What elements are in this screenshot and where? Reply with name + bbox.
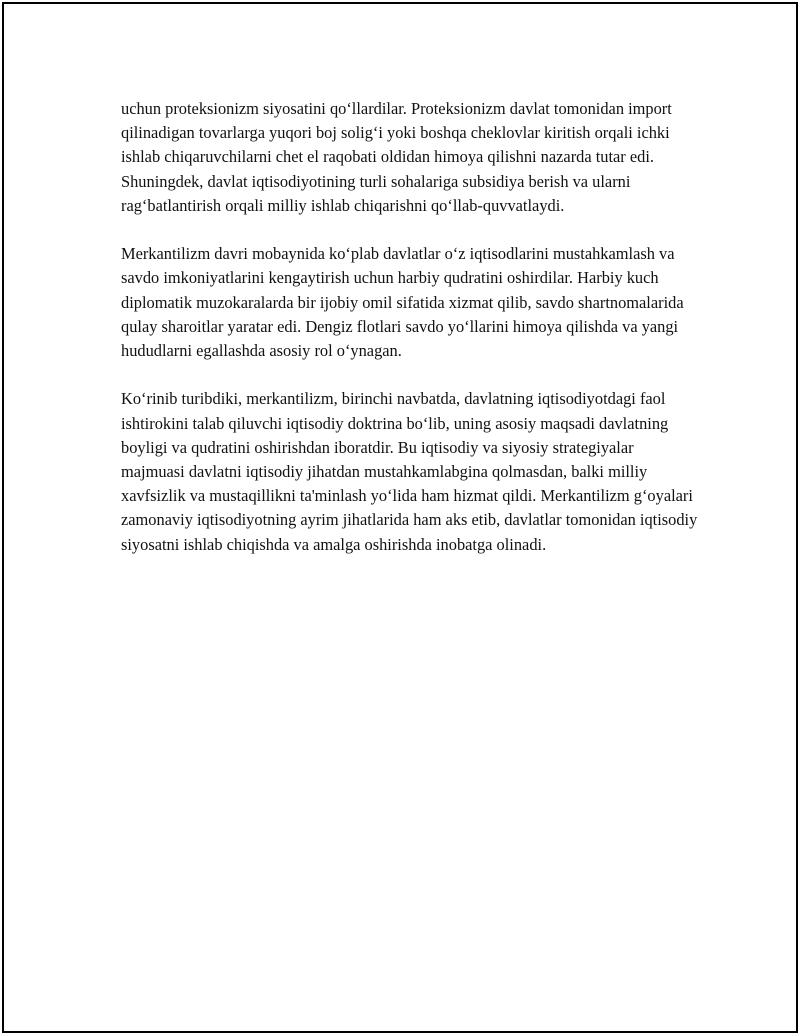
- paragraph-military-power: Merkantilizm davri mobaynida ko‘plab davlatlar o‘z iqtisodlarini mustahkamlash va savdo imkoniyatlarini kengaytirish uchun harbiy qudratini oshirdilar. Harbiy kuch diplomatik muzokaralarda bir ijobiy omil sifatida xizmat qilib, savdo shartnomalarida qulay sharoitlar yaratar edi. Dengiz flotlari savdo yo‘llarini himoya qilishda va yangi hududlarni egallashda asosiy rol o‘ynagan.: [121, 244, 684, 361]
- page-body: [121, 97, 701, 557]
- paragraph-protectionism: uchun proteksionizm siyosatini qo‘llardilar. Proteksionizm davlat tomonidan import qilinadigan tovarlarga yuqori boj solig‘i yoki boshqa cheklovlar kiritish orqali ichki ishlab chiqaruvchilarni chet el raqobati oldidan himoya qilishni nazarda tutar edi. Shuningdek, davlat iqtisodiyotining turli sohalariga subsidiya berish va ularni rag‘batlantirish orqali milliy ishlab chiqarishni qo‘llab-quvvatlaydi.: [121, 99, 672, 215]
- paragraph-conclusion: Ko‘rinib turibdiki, merkantilizm, birinchi navbatda, davlatning iqtisodiyotdagi faol ishtirokini talab qiluvchi iqtisodiy doktrina bo‘lib, uning asosiy maqsadi davlatning boyligi va qudratini oshirishdan iboratdir. Bu iqtisodiy va siyosiy strategiyalar majmuasi davlatni iqtisodiy jihatdan mustahkamlabgina qolmasdan, balki milliy xavfsizlik va mustaqillikni ta'minlash yo‘lida ham hizmat qildi. Merkantilizm g‘oyalari zamonaviy iqtisodiyotning ayrim jihatlarida ham aks etib, davlatlar tomonidan iqtisodiy siyosatni ishlab chiqishda va amalga oshirishda inobatga olinadi.: [121, 389, 698, 554]
- page-frame: [2, 2, 798, 1033]
